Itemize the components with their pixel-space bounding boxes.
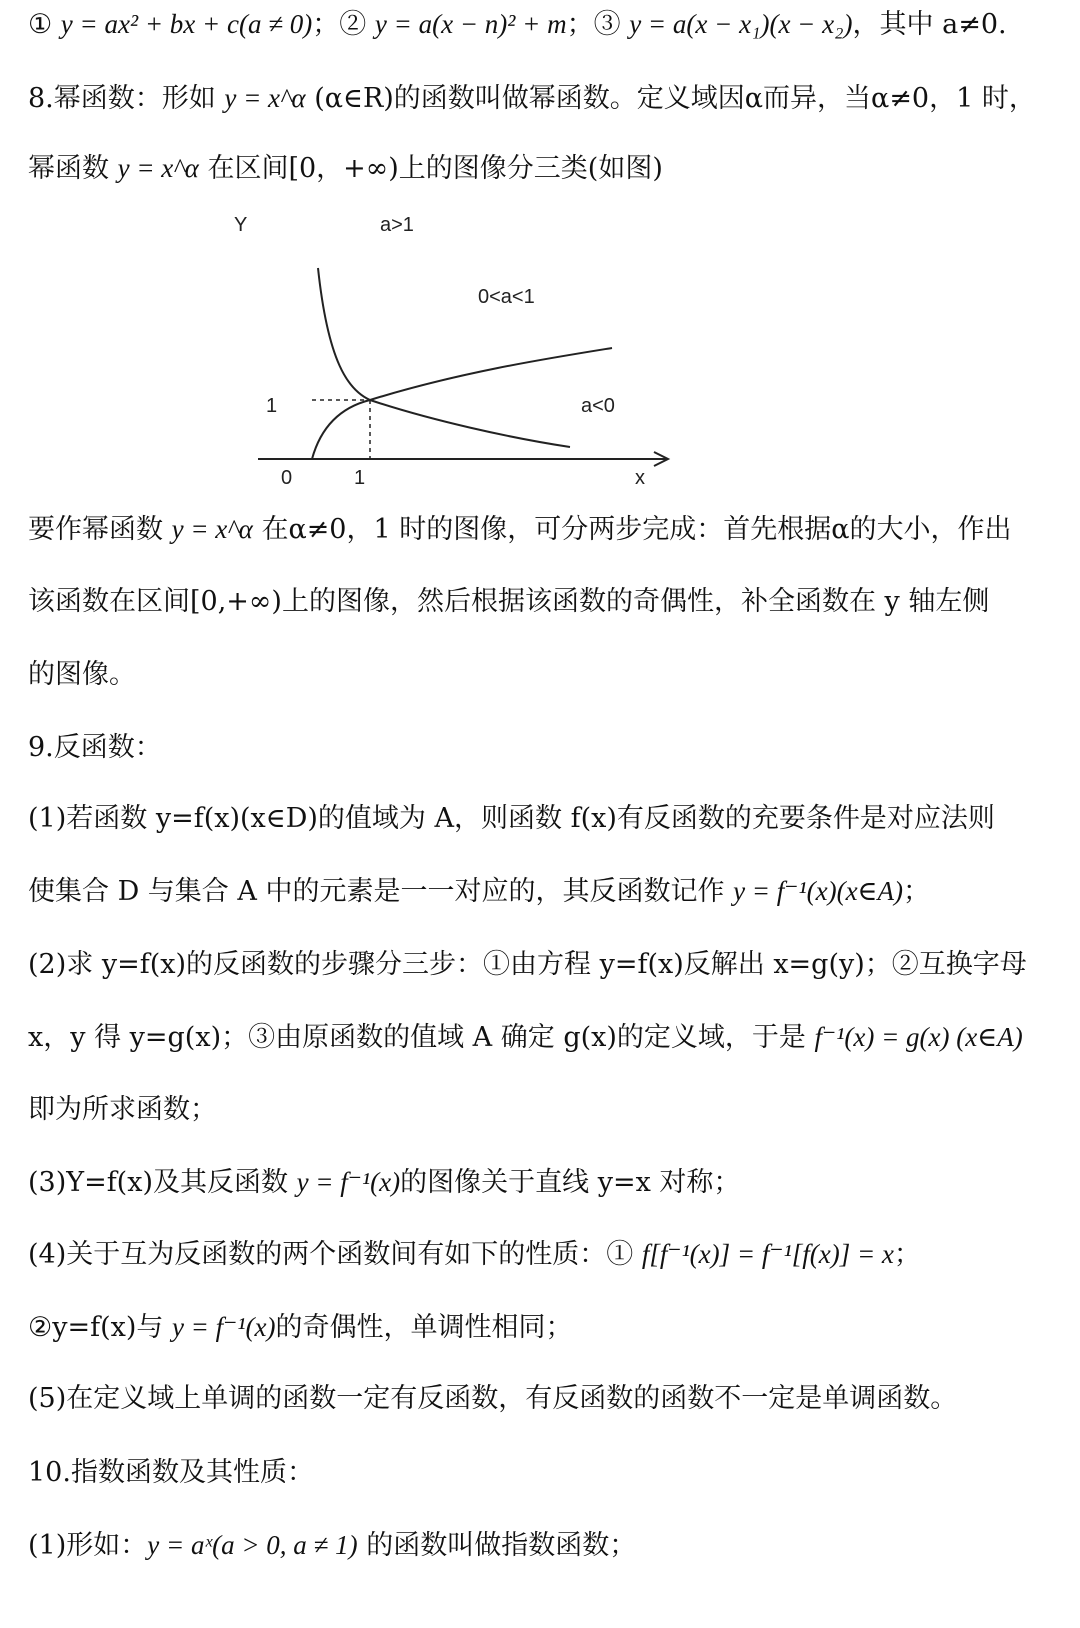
condition-text: ，其中 a≠0. (852, 9, 1007, 40)
exponential-formula: y = aˣ(a > 0, a ≠ 1) (147, 1530, 358, 1560)
section-8-power-function-def (28, 80, 1060, 117)
tick-x-1: 1 (354, 467, 366, 489)
text-segment: ； (903, 876, 931, 907)
power-function-plot-steps-cont: 该函数在区间[0,+∞)上的图像，然后根据该函数的奇偶性，补全函数在 y 轴左侧 (28, 586, 990, 617)
quadratic-intercept-form: y = a(x − x₁)(x − x₂) (629, 9, 853, 39)
tick-y-1: 1 (266, 395, 278, 417)
power-function-plot-steps-end: 的图像。 (28, 659, 136, 690)
text-segment: ； (893, 1239, 921, 1270)
section-10-heading: 10.指数函数及其性质： (28, 1457, 314, 1488)
section-9-heading: 9.反函数： (28, 732, 162, 763)
separator-3: ；③ (566, 9, 630, 40)
inverse-function-item-3 (28, 1164, 1060, 1201)
inverse-notation-formula: y = f⁻¹(x)(x∈A) (733, 876, 904, 906)
text-segment: (1)形如： (28, 1530, 148, 1561)
text-segment: 8.幂函数：形如 (28, 83, 225, 114)
label-a-gt-1: a>1 (380, 214, 414, 236)
text-segment: 的图像关于直线 y=x 对称； (400, 1167, 741, 1198)
text-segment: (α∈R)的函数叫做幂函数。定义域因α而异，当α≠0，1 时， (305, 83, 1036, 114)
text-segment: 使集合 D 与集合 A 中的元素是一一对应的，其反函数记作 (28, 876, 734, 907)
text-segment: (4)关于互为反函数的两个函数间有如下的性质：① (28, 1239, 642, 1270)
composition-identity-formula: f[f⁻¹(x)] = f⁻¹[f(x)] = x (641, 1239, 894, 1269)
y-axis-label: Y (234, 214, 248, 236)
quadratic-general-form: y = ax² + bx + c(a ≠ 0) (60, 9, 313, 39)
inverse-function-item-2-end: 即为所求函数； (28, 1094, 217, 1125)
text-segment: 的函数叫做指数函数； (357, 1530, 637, 1561)
inverse-result-formula: f⁻¹(x) = g(x) (x∈A) (814, 1022, 1023, 1052)
power-function-graph (220, 212, 690, 502)
inverse-formula: y = f⁻¹(x) (171, 1312, 276, 1342)
curve-0-lt-a-lt-1 (312, 348, 612, 459)
label-a-lt-0: a<0 (581, 395, 615, 417)
power-function-plot-steps (28, 511, 1060, 548)
inverse-function-item-5: (5)在定义域上单调的函数一定有反函数，有反函数的函数不一定是单调函数。 (28, 1383, 958, 1414)
inverse-function-item-2-cont (28, 1019, 1060, 1056)
inverse-function-item-4-cont (28, 1309, 1060, 1346)
text-segment: 幂函数 (28, 153, 118, 184)
x-axis-label: x (635, 467, 645, 489)
quadratic-vertex-form: y = a(x − n)² + m (374, 9, 567, 39)
power-function-formula: y = x^α (117, 153, 199, 183)
inverse-function-item-4 (28, 1236, 1060, 1273)
text-segment: x，y 得 y=g(x)；③由原函数的值域 A 确定 g(x)的定义域，于是 (28, 1022, 815, 1053)
circled-1: ① (28, 9, 61, 40)
text-segment: ②y=f(x)与 (28, 1312, 172, 1343)
inverse-function-item-2: (2)求 y=f(x)的反函数的步骤分三步：①由方程 y=f(x)反解出 x=g(y)；②互换字母 (28, 949, 1027, 980)
exponential-function-item-1 (28, 1527, 1060, 1564)
text-segment: 要作幂函数 (28, 514, 172, 545)
power-function-formula: y = x^α (171, 514, 253, 544)
inverse-formula: y = f⁻¹(x) (296, 1167, 401, 1197)
power-function-formula: y = x^α (224, 83, 306, 113)
formula-line-quadratic-forms (28, 6, 1060, 43)
inverse-function-item-1-cont (28, 873, 1060, 910)
inverse-function-item-1: (1)若函数 y=f(x)(x∈D)的值域为 A，则函数 f(x)有反函数的充要条件是对应法则 (28, 803, 995, 834)
tick-origin: 0 (281, 467, 293, 489)
power-function-graph-figure (220, 212, 690, 502)
text-segment: 的奇偶性，单调性相同； (275, 1312, 573, 1343)
text-segment: (3)Y=f(x)及其反函数 (28, 1167, 297, 1198)
text-segment: 在区间[0，+∞)上的图像分三类(如图) (198, 153, 663, 184)
text-segment: 在α≠0，1 时的图像，可分两步完成：首先根据α的大小，作出 (252, 514, 1012, 545)
label-0-lt-a-lt-1: 0<a<1 (478, 286, 535, 308)
separator-2: ；② (312, 9, 375, 40)
power-function-graph-intro (28, 150, 1060, 187)
